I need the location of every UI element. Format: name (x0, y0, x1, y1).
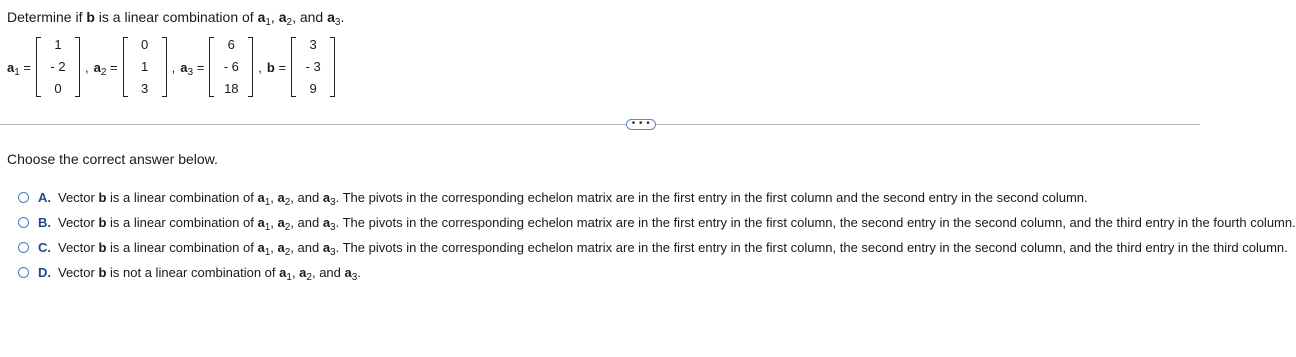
vector-a3-label: $a_3$ = (180, 59, 205, 78)
option-b[interactable]: B. Vector b is a linear combination of $a_1$, $a_2$, and $a_3$. The pivots in the corresponding echelon matrix are in the first entry in the first column, the second entry in the second column, and the third entry in the fourth column. (18, 210, 1296, 235)
option-d[interactable]: D. Vector b is not a linear combination of $a_1$, $a_2$, and $a_3$. (18, 260, 1296, 285)
vector-b-label: b = (266, 59, 287, 75)
radio-button-icon[interactable] (18, 267, 29, 278)
question-text: Determine if b is a linear combination of $a_1$, $a_2$, and $a_3$. (7, 9, 345, 28)
answer-instruction: Choose the correct answer below. (7, 151, 218, 167)
option-b-text: Vector b is a linear combination of $a_1$, $a_2$, and $a_3$. The pivots in the corresponding echelon matrix are in the first entry in the first column, the second entry in the second column, and the third entry in the fourth column. (58, 215, 1296, 233)
section-divider (0, 124, 1200, 125)
radio-button-icon[interactable] (18, 192, 29, 203)
option-c[interactable]: C. Vector b is a linear combination of $a_1$, $a_2$, and $a_3$. The pivots in the corresponding echelon matrix are in the first entry in the first column, the second entry in the second column, and the third entry in the third column. (18, 235, 1296, 260)
vector-a2-matrix: 0 1 3 (123, 37, 167, 97)
option-a-text: Vector b is a linear combination of $a_1$, $a_2$, and $a_3$. The pivots in the corresponding echelon matrix are in the first entry in the first column and the second entry in the second column. (58, 190, 1088, 208)
answer-options (18, 185, 1296, 285)
option-d-text: Vector b is not a linear combination of $a_1$, $a_2$, and $a_3$. (58, 265, 361, 283)
option-c-text: Vector b is a linear combination of $a_1$, $a_2$, and $a_3$. The pivots in the corresponding echelon matrix are in the first entry in the first column, the second entry in the second column, and the third entry in the third column. (58, 240, 1288, 258)
vector-definitions: $a_1$ = 1 - 2 0 , $a_2$ = 0 1 3 , $a_3$ = 6 - 6 18 , b = 3 - 3 9 (7, 36, 335, 98)
vector-a3-matrix: 6 - 6 18 (209, 37, 253, 97)
radio-button-icon[interactable] (18, 217, 29, 228)
vector-a1-matrix: 1 - 2 0 (36, 37, 80, 97)
expand-more-button[interactable]: • • • (626, 119, 656, 130)
radio-button-icon[interactable] (18, 242, 29, 253)
vector-b-matrix: 3 - 3 9 (291, 37, 335, 97)
vector-a1-label: $a_1$ = (7, 59, 32, 78)
option-a[interactable]: A. Vector b is a linear combination of $a_1$, $a_2$, and $a_3$. The pivots in the corresponding echelon matrix are in the first entry in the first column and the second entry in the second column. (18, 185, 1296, 210)
vector-a2-label: $a_2$ = (93, 59, 118, 78)
vector-b-symbol: b (86, 9, 95, 25)
